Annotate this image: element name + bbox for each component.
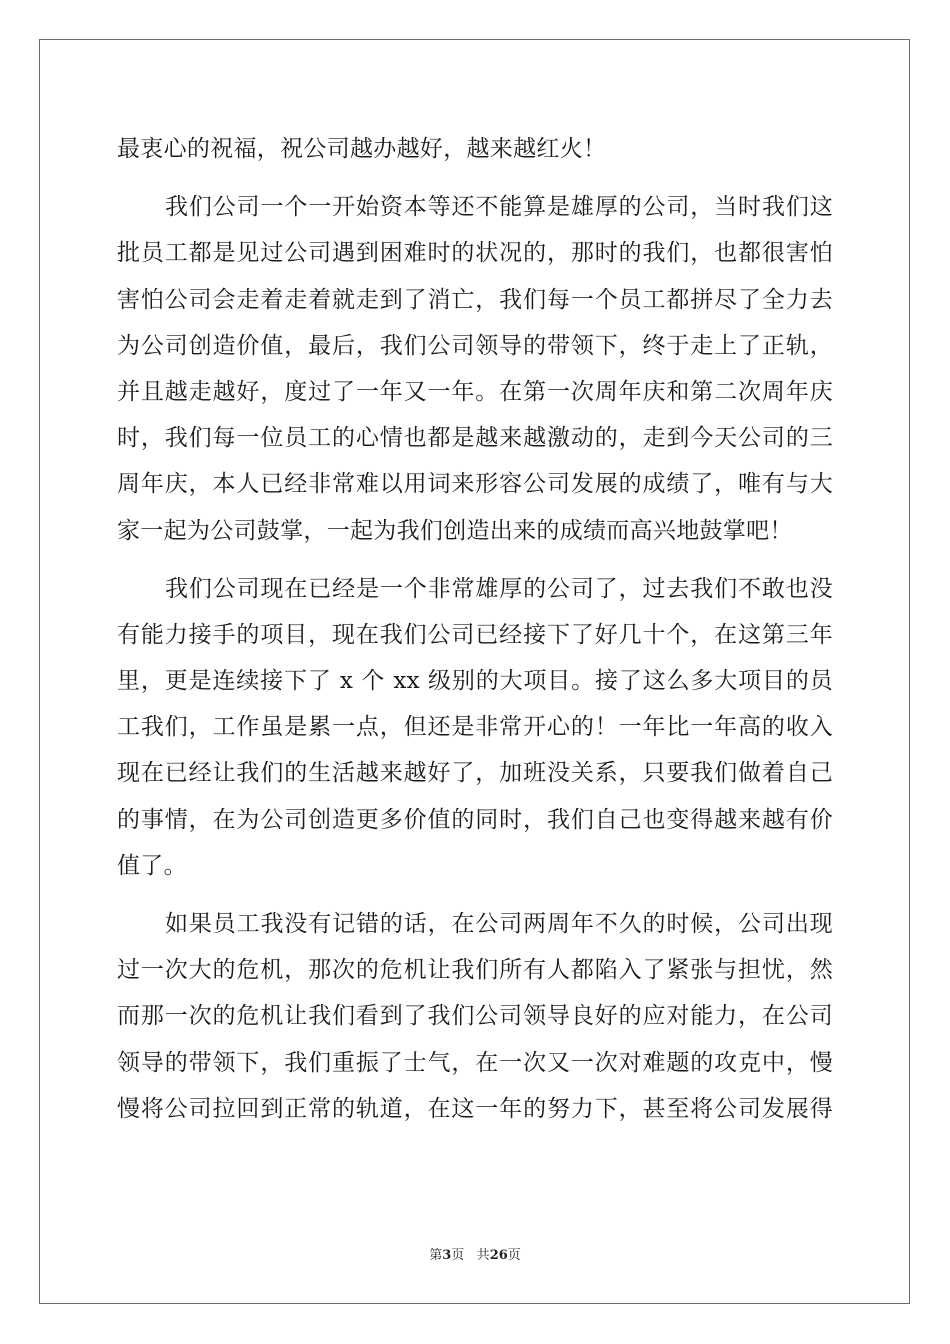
text-line: 时，我们每一位员工的心情也都是越来越激动的，走到今天公司的三	[117, 425, 833, 452]
text-line: 现在已经让我们的生活越来越好了，加班没关系，只要我们做着自己	[117, 760, 833, 787]
text-line: 慢将公司拉回到正常的轨道，在这一年的努力下，甚至将公司发展得	[117, 1095, 833, 1122]
text-line: 而那一次的危机让我们看到了我们公司领导良好的应对能力，在公司	[117, 1003, 833, 1030]
page-number: 3	[442, 1248, 452, 1263]
document-body	[117, 126, 833, 1132]
text-line: 害怕公司会走着走着就走到了消亡，我们每一个员工都拼尽了全力去	[117, 286, 833, 313]
text-line: 为公司创造价值，最后，我们公司领导的带领下，终于走上了正轨，	[117, 332, 833, 359]
text-line: 领导的带领下，我们重振了士气，在一次又一次对难题的攻克中，慢	[117, 1049, 833, 1076]
text-line: 有能力接手的项目，现在我们公司已经接下了好几十个，在这第三年	[117, 621, 833, 648]
page-prefix: 第	[429, 1248, 443, 1263]
text-line: 并且越走越好，度过了一年又一年。在第一次周年庆和第二次周年庆	[117, 378, 833, 405]
text-line: 值了。	[117, 852, 187, 879]
total-prefix: 共	[476, 1248, 490, 1263]
total-suffix: 页	[507, 1248, 521, 1263]
text-line: 的事情，在为公司创造更多价值的同时，我们自己也变得越来越有价	[117, 806, 833, 833]
text-line: 里，更是连续接下了 x 个 xx 级别的大项目。接了这么多大项目的员	[117, 668, 833, 695]
text-line: 过一次大的危机，那次的危机让我们所有人都陷入了紧张与担忧，然	[117, 957, 833, 984]
total-pages: 26	[489, 1248, 508, 1263]
page-footer	[0, 1244, 950, 1263]
paragraph-first-line: 我们公司现在已经是一个非常雄厚的公司了，过去我们不敢也没	[165, 575, 833, 602]
text-line: 家一起为公司鼓掌，一起为我们创造出来的成绩而高兴地鼓掌吧！	[117, 517, 793, 544]
page-suffix: 页	[451, 1248, 465, 1263]
paragraph-first-line: 我们公司一个一开始资本等还不能算是雄厚的公司，当时我们这	[165, 194, 833, 221]
text-line: 批员工都是见过公司遇到困难时的状况的，那时的我们，也都很害怕	[117, 240, 833, 267]
text-line: 周年庆，本人已经非常难以用词来形容公司发展的成绩了，唯有与大	[117, 471, 833, 498]
paragraph-first-line: 如果员工我没有记错的话，在公司两周年不久的时候，公司出现	[165, 911, 833, 937]
text-line: 最衷心的祝福，祝公司越办越好，越来越红火！	[117, 136, 607, 162]
text-line: 工我们，工作虽是累一点，但还是非常开心的！一年比一年高的收入	[117, 714, 833, 741]
